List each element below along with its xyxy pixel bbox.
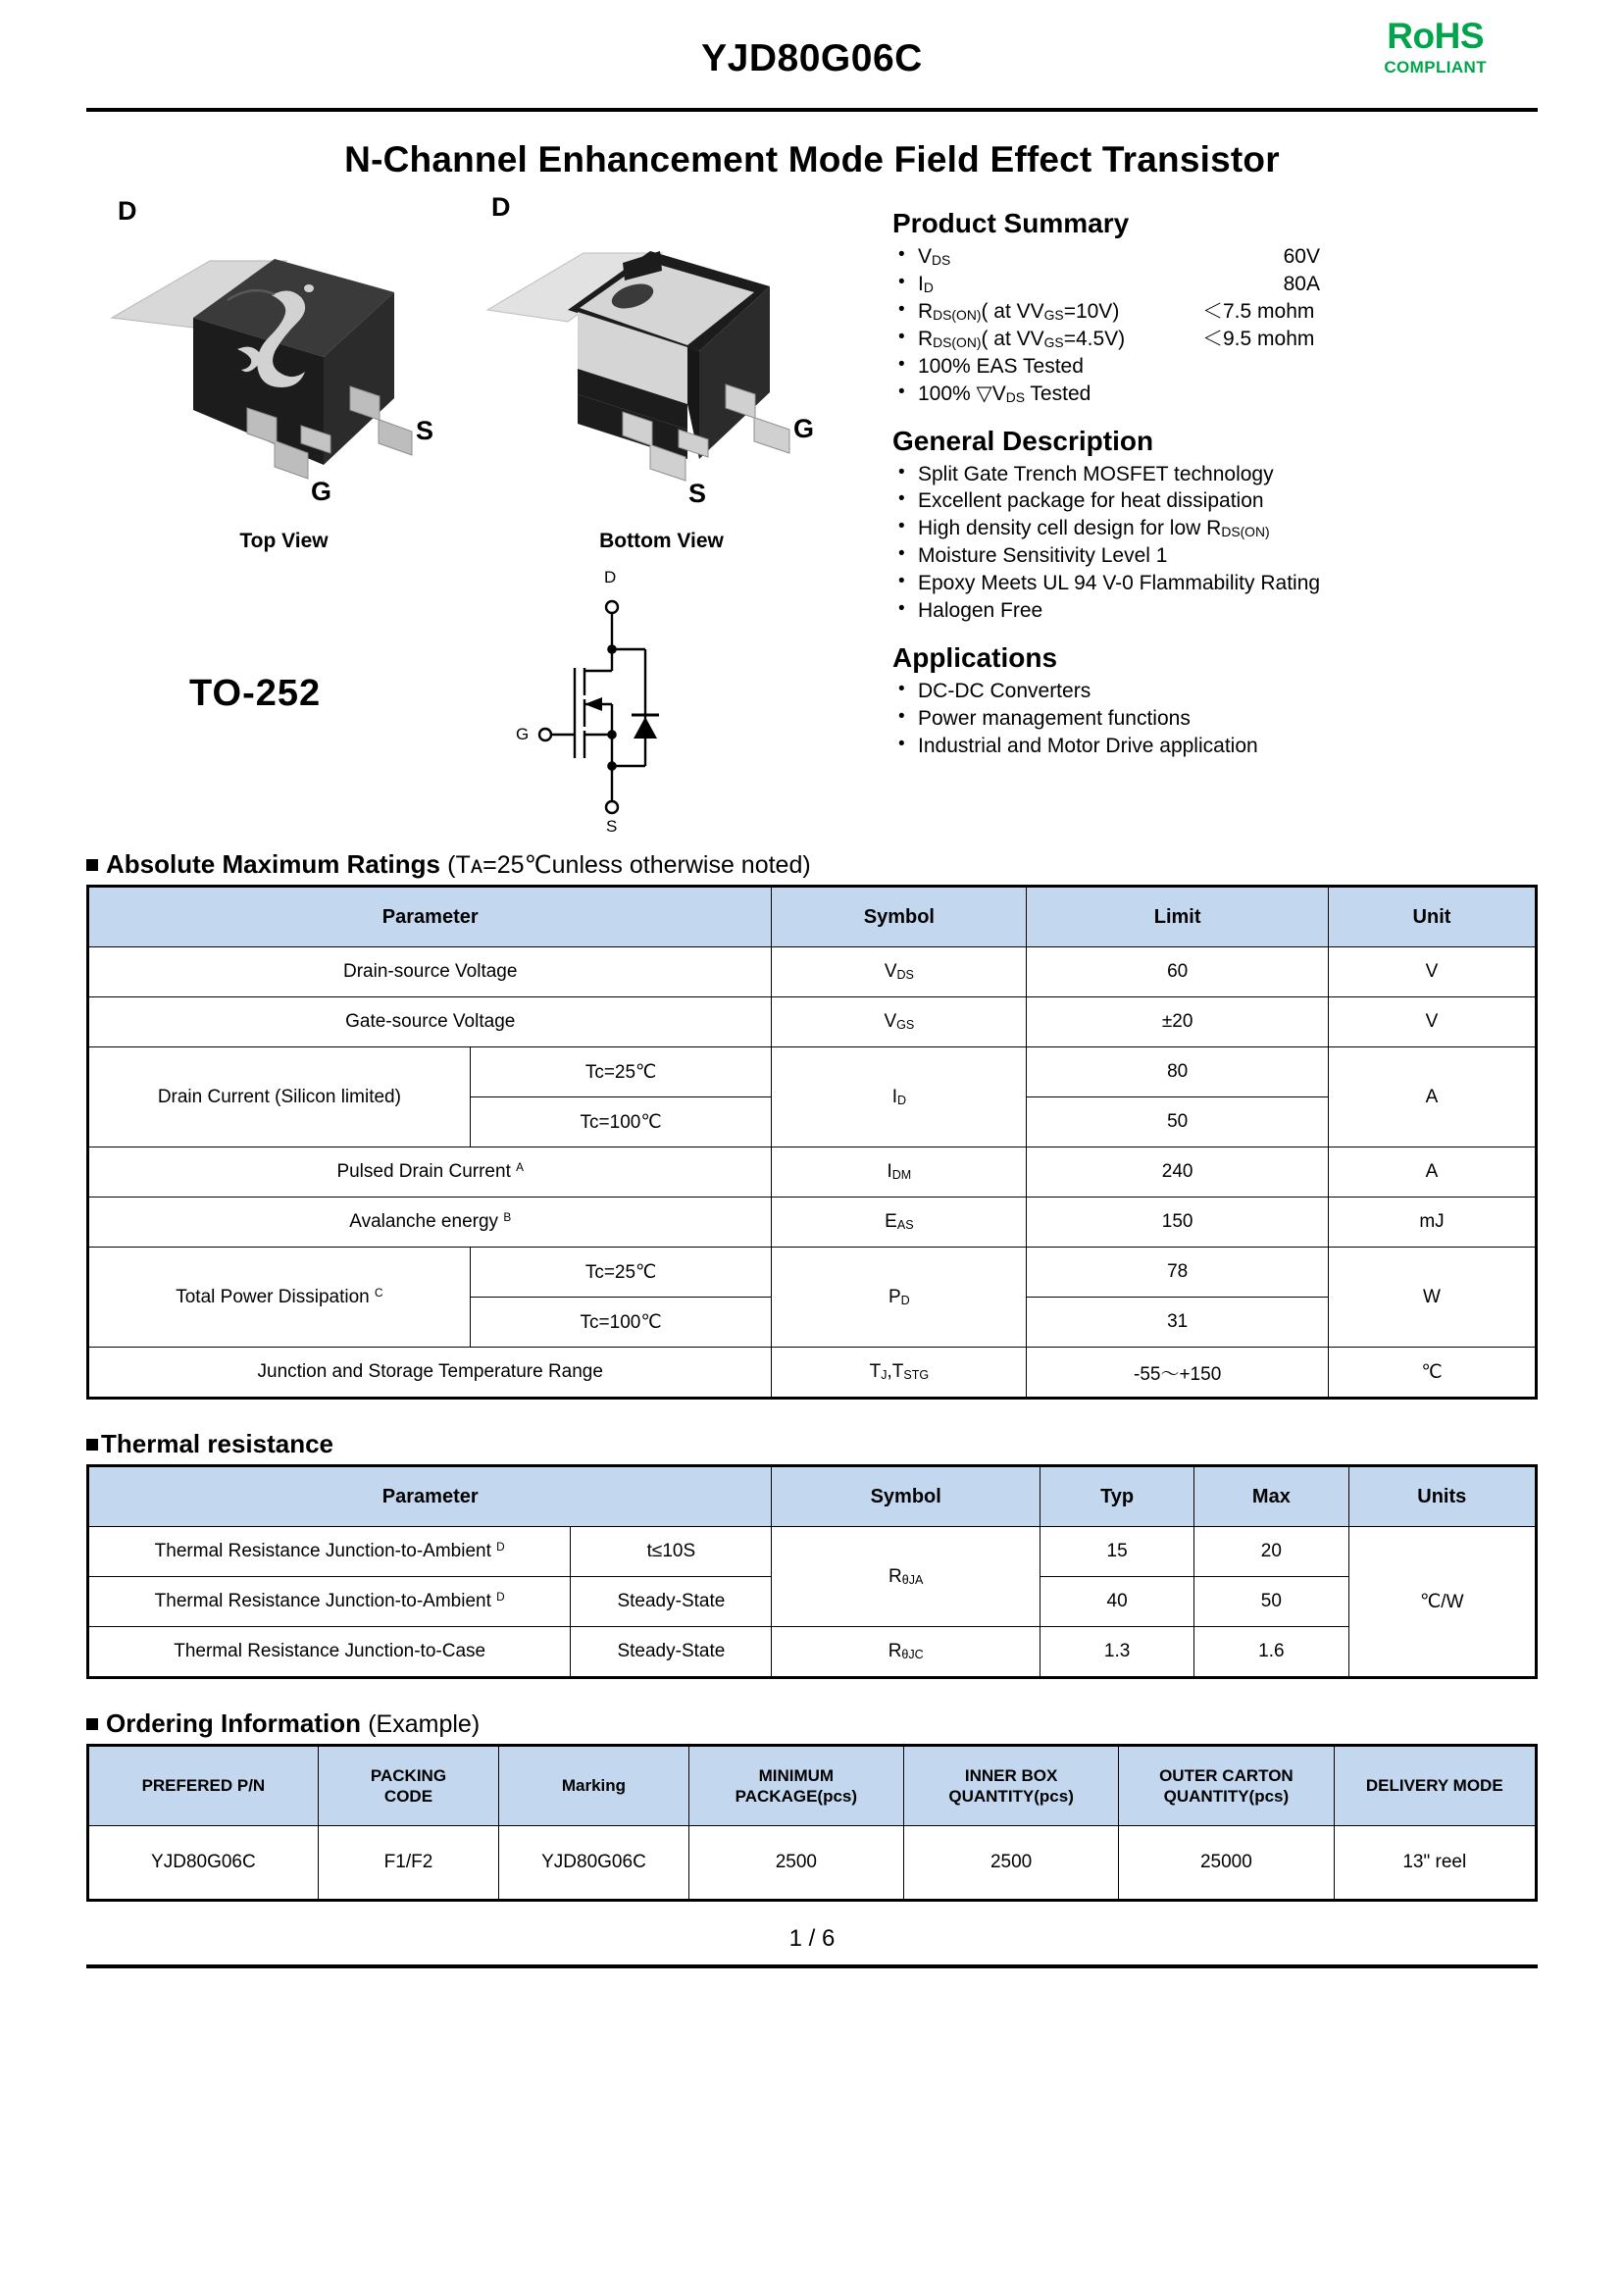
row-vgs-limit: ±20 bbox=[1027, 997, 1329, 1047]
ordering-cell-outer-carton: 25000 bbox=[1119, 1826, 1334, 1901]
bottom-view-pin-d-label: D bbox=[491, 192, 511, 222]
table-row bbox=[88, 1047, 1537, 1097]
row-eas-limit: 150 bbox=[1027, 1198, 1329, 1248]
thermal-row0-parameter-text: Thermal Resistance Junction-to-Ambient bbox=[154, 1541, 491, 1561]
row-pd-condition-100c: Tc=100℃ bbox=[470, 1298, 772, 1348]
ordering-col-4-line2: QUANTITY(pcs) bbox=[948, 1787, 1074, 1806]
applications-list bbox=[896, 678, 1538, 760]
ordering-col-outer-carton bbox=[1119, 1746, 1334, 1826]
thermal-header-row bbox=[88, 1466, 1537, 1527]
table-row bbox=[88, 1826, 1537, 1901]
thermal-symbol-rthjc bbox=[772, 1627, 1040, 1678]
row-id-symbol-sub: D bbox=[896, 1093, 907, 1107]
row-idm-note: A bbox=[516, 1161, 524, 1175]
gd-item-2-text: High density cell design for low R bbox=[918, 517, 1222, 540]
row-id-limit-25c: 80 bbox=[1027, 1047, 1329, 1097]
thermal-resistance-table bbox=[86, 1464, 1538, 1679]
row-idm-symbol-main: I bbox=[887, 1161, 892, 1182]
rdson-cond-tail-b: =4.5V) bbox=[1063, 327, 1126, 350]
thermal-row0-typ: 15 bbox=[1040, 1527, 1193, 1577]
table-row bbox=[88, 1147, 1537, 1198]
schematic-pin-d-label: D bbox=[604, 568, 617, 586]
ordering-col-3-line1: MINIMUM bbox=[758, 1765, 835, 1785]
table-row bbox=[88, 1527, 1537, 1577]
gd-item-4: • Epoxy Meets UL 94 V-0 Flammability Rating bbox=[896, 570, 1538, 597]
thermal-symbol-rthja bbox=[772, 1527, 1040, 1627]
row-pd-limit-25c: 78 bbox=[1027, 1248, 1329, 1298]
row-idm-limit: 240 bbox=[1027, 1147, 1329, 1198]
ordering-col-4-line1: INNER BOX bbox=[964, 1765, 1058, 1785]
mosfet-schematic-symbol bbox=[508, 568, 734, 840]
table-row bbox=[88, 1348, 1537, 1399]
row-vds-symbol-main: V bbox=[884, 961, 897, 982]
ordering-col-6-line1: DELIVERY MODE bbox=[1365, 1776, 1503, 1796]
ordering-col-5-line1: OUTER CARTON bbox=[1159, 1765, 1294, 1785]
app-item-0: • DC-DC Converters bbox=[896, 678, 1538, 705]
thermal-row0-parameter bbox=[88, 1527, 571, 1577]
page-header bbox=[86, 0, 1538, 106]
row-pd-limit-100c: 31 bbox=[1027, 1298, 1329, 1348]
ordering-col-0-line1: PREFERED P/N bbox=[141, 1776, 266, 1796]
ordering-col-marking bbox=[499, 1746, 688, 1826]
bullet-square-icon bbox=[86, 859, 98, 871]
summary-item-id: • $I_D$ 80A bbox=[896, 271, 1538, 298]
specs-text-column bbox=[881, 202, 1538, 849]
rthja-sub: θJA bbox=[901, 1572, 924, 1587]
to252-top-view-drawing bbox=[100, 202, 468, 526]
row-tj-symbol-sub: J bbox=[881, 1368, 888, 1382]
ordering-col-prefered-pn bbox=[88, 1746, 319, 1826]
vds-subscript: DS bbox=[932, 252, 951, 269]
thermal-col-parameter: Parameter bbox=[88, 1466, 772, 1527]
general-description-heading: General Description bbox=[892, 425, 1154, 456]
row-id-symbol-main: I bbox=[891, 1086, 897, 1107]
row-pd-condition-25c: Tc=25℃ bbox=[470, 1248, 772, 1298]
top-view-pin-d-label: D bbox=[118, 196, 137, 226]
abs-max-col-limit: Limit bbox=[1027, 887, 1329, 947]
ordering-col-1-line1: PACKING bbox=[370, 1765, 447, 1785]
package-type-label: TO-252 bbox=[189, 673, 322, 714]
row-eas-note: B bbox=[503, 1211, 512, 1225]
row-tj-unit: ℃ bbox=[1328, 1348, 1536, 1399]
ordering-title-bold: Ordering Information bbox=[106, 1708, 361, 1738]
spacer-1 bbox=[86, 1400, 1538, 1429]
ordering-cell-delivery-mode: 13" reel bbox=[1334, 1826, 1536, 1901]
thermal-row2-parameter: Thermal Resistance Junction-to-Case bbox=[88, 1627, 571, 1678]
rdson-vgs-sub-b: GS bbox=[1043, 333, 1064, 350]
row-vds-symbol-sub: DS bbox=[896, 968, 914, 982]
thermal-row1-max: 50 bbox=[1194, 1577, 1348, 1627]
gd-item-2 bbox=[896, 515, 1538, 542]
row-vgs-parameter: Gate-source Voltage bbox=[88, 997, 772, 1047]
summary-value-rdson-45v: ＜9.5 mohm bbox=[1202, 327, 1315, 350]
ordering-col-2-line1: Marking bbox=[561, 1776, 627, 1796]
rdson-cond-a: ( at V bbox=[981, 299, 1031, 323]
summary-item-vds: • $V_{DS}$ 60V bbox=[896, 243, 1538, 271]
row-tstg-symbol-sub: STG bbox=[903, 1368, 930, 1382]
rdson-cond-tail-a: =10V) bbox=[1063, 299, 1120, 323]
thermal-row1-typ: 40 bbox=[1040, 1577, 1193, 1627]
schematic-pin-g-label: G bbox=[516, 725, 530, 743]
package-graphics bbox=[86, 192, 881, 849]
row-idm-parameter-text: Pulsed Drain Current bbox=[336, 1161, 511, 1182]
table-row bbox=[88, 997, 1537, 1047]
ordering-col-3-line2: PACKAGE(pcs) bbox=[735, 1787, 858, 1806]
row-vgs-symbol-main: V bbox=[884, 1011, 897, 1032]
thermal-col-max: Max bbox=[1194, 1466, 1348, 1527]
package-bottom-view bbox=[478, 192, 845, 555]
summary-item-rdson-45v: • $R_{DS(ON)}$( at $VV_{GS}=4.5V$) ＜9.5 mohm bbox=[896, 326, 1538, 353]
product-summary-list bbox=[896, 243, 1538, 408]
applications-heading: Applications bbox=[892, 642, 1058, 674]
abs-max-ratings-title bbox=[86, 849, 1538, 880]
gd-item-5: • Halogen Free bbox=[896, 597, 1538, 625]
package-top-view bbox=[100, 196, 468, 555]
ordering-header-row bbox=[88, 1746, 1537, 1826]
ordering-cell-minimum-package: 2500 bbox=[688, 1826, 903, 1901]
row-tj-parameter: Junction and Storage Temperature Range bbox=[88, 1348, 772, 1399]
row-id-condition-25c: Tc=25℃ bbox=[470, 1047, 772, 1097]
rdson-subscript-b: DS(ON) bbox=[933, 333, 982, 350]
row-eas-symbol bbox=[772, 1198, 1027, 1248]
bottom-view-caption: Bottom View bbox=[599, 530, 724, 552]
row-vds-unit: V bbox=[1328, 947, 1536, 997]
spacer-2 bbox=[86, 1679, 1538, 1708]
rthjc-sub: θJC bbox=[901, 1648, 924, 1661]
rdson-subscript-a: DS(ON) bbox=[933, 307, 982, 324]
row-eas-symbol-main: E bbox=[885, 1211, 897, 1232]
rthja-main: R bbox=[888, 1565, 902, 1587]
row-vgs-symbol-sub: GS bbox=[896, 1018, 915, 1032]
ordering-col-5-line2: QUANTITY(pcs) bbox=[1163, 1787, 1290, 1806]
summary-value-id: 80A bbox=[1283, 272, 1320, 295]
gd-item-3: • Moisture Sensitivity Level 1 bbox=[896, 542, 1538, 570]
ordering-information-table bbox=[86, 1744, 1538, 1902]
thermal-row2-max: 1.6 bbox=[1194, 1627, 1348, 1678]
table-row bbox=[88, 947, 1537, 997]
thermal-row2-condition: Steady-State bbox=[571, 1627, 772, 1678]
app-item-1: • Power management functions bbox=[896, 705, 1538, 733]
top-view-pin-s-label: S bbox=[416, 416, 434, 445]
app-item-2: • Industrial and Motor Drive application bbox=[896, 733, 1538, 760]
thermal-units-cell: ℃/W bbox=[1348, 1527, 1537, 1678]
thermal-row1-note: D bbox=[496, 1591, 505, 1605]
thermal-col-symbol: Symbol bbox=[772, 1466, 1040, 1527]
ordering-col-delivery-mode bbox=[1334, 1746, 1536, 1826]
row-idm-symbol bbox=[772, 1147, 1027, 1198]
thermal-row1-parameter-text: Thermal Resistance Junction-to-Ambient bbox=[154, 1591, 491, 1611]
row-tstg-symbol-main: ,T bbox=[887, 1361, 904, 1382]
top-view-pin-g-label: G bbox=[311, 477, 332, 506]
part-number-title: YJD80G06C bbox=[701, 37, 923, 79]
rohs-compliant-label: COMPLIANT bbox=[1384, 58, 1487, 76]
row-eas-symbol-sub: AS bbox=[896, 1218, 914, 1232]
row-tj-limit: -55～+150 bbox=[1027, 1348, 1329, 1399]
row-pd-parameter-text: Total Power Dissipation bbox=[176, 1286, 370, 1307]
ordering-title-example: (Example) bbox=[368, 1710, 481, 1738]
ordering-col-inner-box bbox=[903, 1746, 1118, 1826]
summary-item-rdson-10v: • $R_{DS(ON)}$( at $VV_{GS}=10V$) ＜7.5 mohm bbox=[896, 298, 1538, 326]
rdson-cond-b: ( at V bbox=[981, 327, 1031, 350]
row-tj-symbol bbox=[772, 1348, 1027, 1399]
row-eas-parameter bbox=[88, 1198, 772, 1248]
summary-value-vds: 60V bbox=[1283, 245, 1320, 268]
ordering-cell-inner-box: 2500 bbox=[903, 1826, 1118, 1901]
thermal-row0-note: D bbox=[496, 1541, 505, 1555]
thermal-row1-parameter bbox=[88, 1577, 571, 1627]
schematic-pin-s-label: S bbox=[606, 817, 618, 836]
bullet-square-icon bbox=[86, 1718, 98, 1730]
id-subscript: D bbox=[923, 280, 934, 296]
top-view-caption: Top View bbox=[239, 530, 329, 552]
page-title: N-Channel Enhancement Mode Field Effect Transistor bbox=[344, 139, 1280, 179]
thermal-row2-typ: 1.3 bbox=[1040, 1627, 1193, 1678]
abs-max-col-unit: Unit bbox=[1328, 887, 1536, 947]
row-eas-parameter-text: Avalanche energy bbox=[349, 1211, 499, 1232]
summary-item-eas-tested: • 100% EAS Tested bbox=[896, 353, 1538, 381]
bottom-view-pin-s-label: S bbox=[688, 479, 707, 508]
row-pd-symbol bbox=[772, 1248, 1027, 1348]
row-idm-symbol-sub: DM bbox=[891, 1168, 912, 1182]
row-pd-unit: W bbox=[1328, 1248, 1536, 1348]
ordering-cell-packing-code: F1/F2 bbox=[318, 1826, 498, 1901]
thermal-row0-max: 20 bbox=[1194, 1527, 1348, 1577]
row-id-unit: A bbox=[1328, 1047, 1536, 1147]
abs-max-col-parameter: Parameter bbox=[88, 887, 772, 947]
row-id-condition-100c: Tc=100℃ bbox=[470, 1097, 772, 1147]
table-row bbox=[88, 1248, 1537, 1298]
ordering-col-minimum-package bbox=[688, 1746, 903, 1826]
rohs-logo bbox=[1384, 18, 1487, 76]
table-row bbox=[88, 1627, 1537, 1678]
abs-max-title-condition: (Tᴀ=25℃unless otherwise noted) bbox=[447, 851, 811, 879]
row-id-limit-100c: 50 bbox=[1027, 1097, 1329, 1147]
row-vds-symbol bbox=[772, 947, 1027, 997]
thermal-col-typ: Typ bbox=[1040, 1466, 1193, 1527]
row-idm-parameter bbox=[88, 1147, 772, 1198]
row-id-parameter: Drain Current (Silicon limited) bbox=[88, 1047, 471, 1147]
general-description-list bbox=[896, 461, 1538, 626]
gd-item-2-subscript: DS(ON) bbox=[1221, 524, 1270, 540]
bottom-view-pin-g-label: G bbox=[793, 414, 815, 443]
vds-tested-subscript: DS bbox=[1005, 388, 1025, 405]
summary-item-vds-tested bbox=[896, 381, 1538, 408]
row-pd-symbol-sub: D bbox=[900, 1293, 910, 1307]
rdson-vgs-sub-a: GS bbox=[1043, 307, 1064, 324]
thermal-col-units: Units bbox=[1348, 1466, 1537, 1527]
ordering-col-packing-code bbox=[318, 1746, 498, 1826]
row-vds-limit: 60 bbox=[1027, 947, 1329, 997]
vds-tested-suffix: Tested bbox=[1024, 382, 1091, 405]
ordering-col-1-line2: CODE bbox=[383, 1787, 433, 1806]
overview-section bbox=[86, 192, 1538, 849]
thermal-resistance-title bbox=[86, 1429, 1538, 1459]
ordering-cell-marking: YJD80G06C bbox=[499, 1826, 688, 1901]
thermal-row0-condition: t≤10S bbox=[571, 1527, 772, 1577]
row-pd-note: C bbox=[375, 1286, 383, 1300]
gd-item-1: • Excellent package for heat dissipation bbox=[896, 487, 1538, 515]
row-vgs-symbol bbox=[772, 997, 1027, 1047]
gd-item-0: • Split Gate Trench MOSFET technology bbox=[896, 461, 1538, 488]
ordering-information-title bbox=[86, 1708, 1538, 1739]
ordering-cell-prefered-pn: YJD80G06C bbox=[88, 1826, 319, 1901]
page-number: 1 / 6 bbox=[788, 1925, 836, 1952]
row-id-symbol bbox=[772, 1047, 1027, 1147]
bullet-square-icon bbox=[86, 1439, 98, 1451]
row-idm-unit: A bbox=[1328, 1147, 1536, 1198]
vds-tested-prefix: 100% ▽V bbox=[918, 382, 1006, 405]
abs-max-col-symbol: Symbol bbox=[772, 887, 1027, 947]
header-divider bbox=[86, 108, 1538, 112]
table-row bbox=[88, 1198, 1537, 1248]
absolute-maximum-ratings-table bbox=[86, 885, 1538, 1400]
row-vgs-unit: V bbox=[1328, 997, 1536, 1047]
row-tj-symbol-main: T bbox=[869, 1361, 882, 1382]
thermal-row1-condition: Steady-State bbox=[571, 1577, 772, 1627]
rohs-label: RoHS bbox=[1387, 16, 1485, 56]
footer-divider bbox=[86, 1964, 1538, 1968]
row-pd-symbol-main: P bbox=[888, 1286, 901, 1307]
summary-value-rdson-10v: ＜7.5 mohm bbox=[1202, 299, 1315, 323]
thermal-title-text: Thermal resistance bbox=[101, 1429, 334, 1458]
abs-max-header-row bbox=[88, 887, 1537, 947]
abs-max-title-bold: Absolute Maximum Ratings bbox=[106, 849, 440, 879]
row-eas-unit: mJ bbox=[1328, 1198, 1536, 1248]
row-pd-parameter bbox=[88, 1248, 471, 1348]
product-summary-heading: Product Summary bbox=[892, 208, 1130, 238]
mosfet-symbol-drawing bbox=[508, 589, 734, 835]
rthjc-main: R bbox=[888, 1641, 902, 1661]
row-vds-parameter: Drain-source Voltage bbox=[88, 947, 772, 997]
to252-bottom-view-drawing bbox=[478, 202, 845, 526]
